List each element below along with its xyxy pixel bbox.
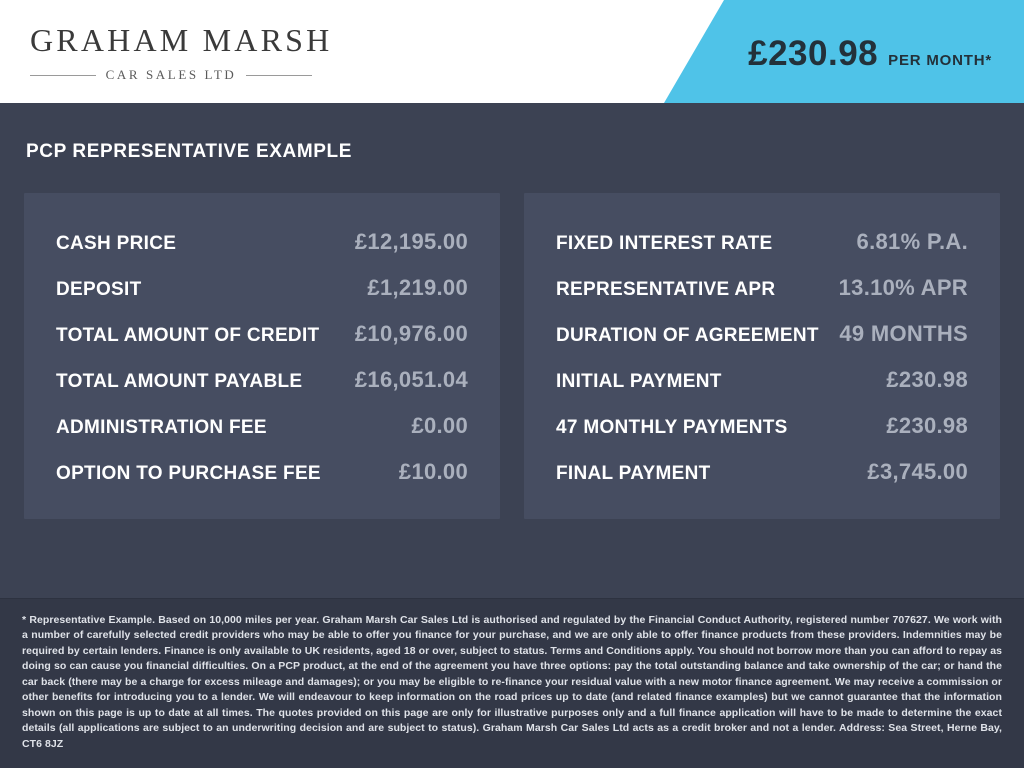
- row-value: 13.10% APR: [838, 275, 968, 300]
- logo-title: GRAHAM MARSH: [30, 22, 333, 58]
- finance-card-right: [524, 193, 1000, 519]
- row-label: FINAL PAYMENT: [556, 463, 711, 484]
- table-row: [46, 357, 478, 403]
- logo-subtitle-row: [30, 67, 312, 83]
- row-value: £16,051.04: [354, 367, 468, 392]
- table-row: [46, 449, 478, 495]
- row-label: OPTION TO PURCHASE FEE: [56, 463, 321, 484]
- row-label: INITIAL PAYMENT: [556, 371, 722, 392]
- row-label: DURATION OF AGREEMENT: [556, 325, 819, 346]
- row-label: TOTAL AMOUNT OF CREDIT: [56, 325, 320, 346]
- row-label: FIXED INTEREST RATE: [556, 233, 773, 254]
- row-label: CASH PRICE: [56, 233, 177, 254]
- finance-card-left: [24, 193, 500, 519]
- logo-subtitle: CAR SALES LTD: [105, 67, 237, 82]
- row-value: £230.98: [886, 367, 968, 392]
- table-row: [546, 403, 978, 449]
- row-value: £0.00: [411, 413, 468, 438]
- table-row: [546, 449, 978, 495]
- row-value: £10,976.00: [354, 321, 468, 346]
- row-value: £12,195.00: [354, 229, 468, 254]
- table-row: [46, 403, 478, 449]
- row-label: TOTAL AMOUNT PAYABLE: [56, 371, 303, 392]
- table-row: [546, 357, 978, 403]
- logo-rule-right: [246, 75, 312, 76]
- row-label: ADMINISTRATION FEE: [56, 417, 267, 438]
- row-value: £3,745.00: [867, 459, 968, 484]
- row-value: £230.98: [886, 413, 968, 438]
- row-value: 6.81% P.A.: [856, 229, 968, 254]
- row-value: £1,219.00: [367, 275, 468, 300]
- page-title: PCP REPRESENTATIVE EXAMPLE: [26, 141, 352, 162]
- row-value: £10.00: [398, 459, 468, 484]
- table-row: [46, 219, 478, 265]
- logo-rule-left: [30, 75, 96, 76]
- row-value: 49 MONTHS: [839, 321, 968, 346]
- row-label: 47 MONTHLY PAYMENTS: [556, 417, 788, 438]
- disclaimer-footer: [0, 598, 1024, 768]
- finance-detail-cards: [24, 193, 1000, 519]
- table-row: [46, 265, 478, 311]
- monthly-price-text: [748, 34, 992, 74]
- dealer-logo: [30, 22, 332, 83]
- monthly-price-amount: £230.98: [748, 34, 879, 73]
- monthly-price-period: PER MONTH*: [888, 52, 992, 69]
- page-header: [0, 0, 1024, 103]
- disclaimer-text: * Representative Example. Based on 10,000 miles per year. Graham Marsh Car Sales Ltd is authorised and regulated by the Financial Conduct Authority, registered number 707627. We work with a number of carefully selected credit providers who may be able to offer you finance for your purchase, and we are only able to offer finance products from these providers. Indemnities may be required by certain lenders. Finance is only available to UK residents, aged 18 or over, subject to status. Terms and Conditions apply. You should not borrow more than you can afford to repay as doing so can cause you financial difficulties. On a PCP product, at the end of the agreement you have three options: pay the total outstanding balance and take ownership of the car; or hand the car back (there may be a charge for excess mileage and damages); or you may be eligible to re-finance your residual value with a new motor finance agreement. We may receive a commission or other benefits for introducing you to a lender. We will endeavour to keep information on the road prices up to date (and related finance examples) but we cannot guarantee that the information shown on this page is up to date at all times. The quotes provided on this page are only for illustrative purposes only and a full finance application will have to be made to determine the exact details (all applications are subject to an underwriting decision and are subject to status). Graham Marsh Car Sales Ltd acts as a credit broker and not a lender. Address: Sea Street, Herne Bay, CT6 8JZ: [22, 613, 1002, 750]
- table-row: [546, 219, 978, 265]
- row-label: DEPOSIT: [56, 279, 142, 300]
- row-label: REPRESENTATIVE APR: [556, 279, 776, 300]
- table-row: [546, 311, 978, 357]
- table-row: [46, 311, 478, 357]
- page-body: [0, 103, 1024, 572]
- table-row: [546, 265, 978, 311]
